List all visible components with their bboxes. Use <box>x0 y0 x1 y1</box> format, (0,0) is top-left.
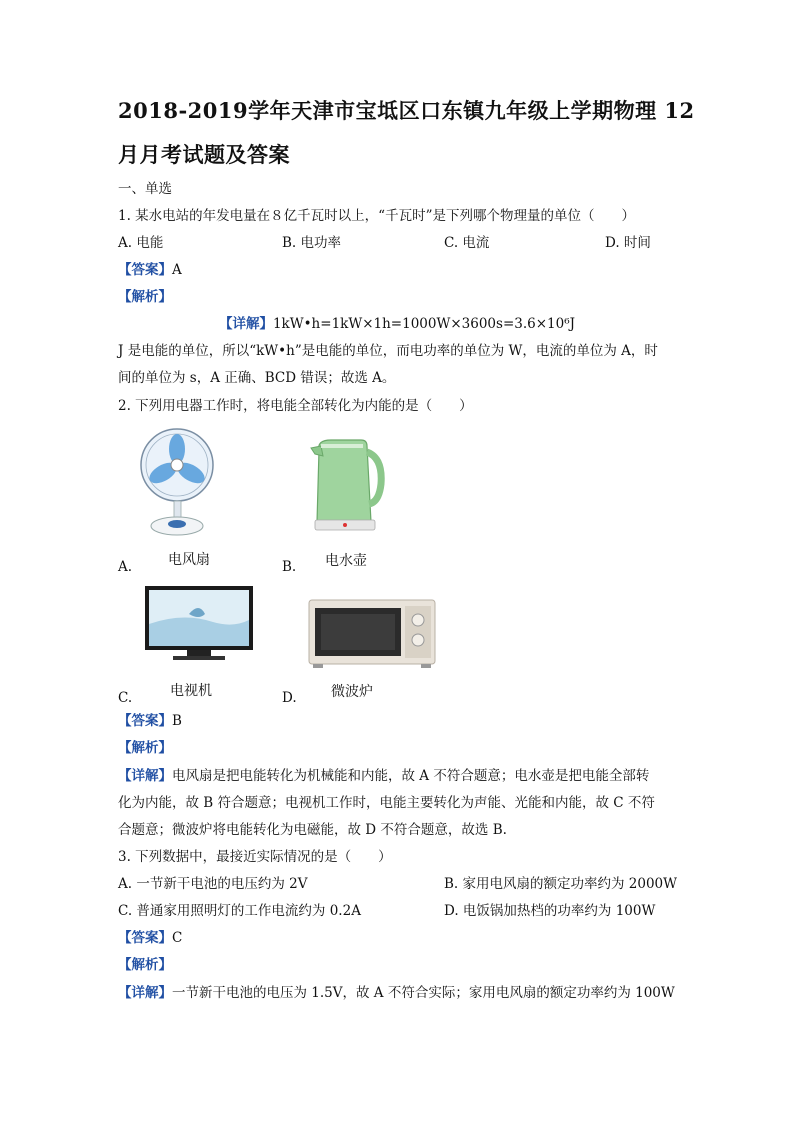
q3-option-c: C. 普通家用照明灯的工作电流约为 0.2A <box>118 903 361 919</box>
answer-value: B <box>172 713 182 729</box>
q3-option-d: D. 电饭锅加热档的功率约为 100W <box>444 903 656 919</box>
microwave-caption: 微波炉 <box>331 684 373 700</box>
q2-detail-line1 <box>118 768 649 784</box>
answer-label: 【答案】 <box>118 930 172 946</box>
television-image <box>143 584 255 664</box>
answer-label: 【答案】 <box>118 713 172 729</box>
q1-analysis-label: 【解析】 <box>118 289 172 305</box>
page-title-line1: 2018-2019学年天津市宝坻区口东镇九年级上学期物理 12 <box>118 98 695 123</box>
fan-caption: 电风扇 <box>168 552 210 568</box>
detail-text: 一节新干电池的电压为 1.5V，故 A 不符合实际；家用电风扇的额定功率约为 100W <box>172 985 675 1001</box>
q2-option-b-letter: B. <box>282 559 297 575</box>
q1-explain-line1: J 是电能的单位，所以“kW•h”是电能的单位，而电功率的单位为 W，电流的单位为 A，时 <box>118 343 658 359</box>
kettle-caption: 电水壶 <box>325 553 367 569</box>
answer-value: A <box>172 262 182 278</box>
q3-detail-line1 <box>118 985 675 1001</box>
answer-label: 【答案】 <box>118 262 172 278</box>
q3-answer <box>118 930 182 946</box>
q3-option-b: B. 家用电风扇的额定功率约为 2000W <box>444 876 678 892</box>
q1-option-c: C. 电流 <box>444 235 490 251</box>
microwave-image <box>307 598 437 670</box>
q1-option-d: D. 时间 <box>605 235 651 251</box>
electric-fan-image <box>135 425 220 540</box>
q1-explain-line2: 间的单位为 s，A 正确、BCD 错误；故选 A。 <box>118 370 396 386</box>
electric-kettle-image <box>305 432 385 537</box>
q3-stem: 3. 下列数据中，最接近实际情况的是（ ） <box>118 849 392 865</box>
detail-formula: 1kW•h=1kW×1h=1000W×3600s=3.6×10⁶J <box>272 316 576 332</box>
q2-stem: 2. 下列用电器工作时，将电能全部转化为内能的是（ ） <box>118 398 473 414</box>
detail-text: 电风扇是把电能转化为机械能和内能，故 A 不符合题意；电水壶是把电能全部转 <box>172 768 650 784</box>
q1-detail <box>0 316 794 332</box>
q1-option-b: B. 电功率 <box>282 235 342 251</box>
detail-label: 【详解】 <box>118 985 172 1001</box>
q2-detail-line3: 合题意；微波炉将电能转化为电磁能，故 D 不符合题意，故选 B. <box>118 822 507 838</box>
page-title-line2: 月月考试题及答案 <box>118 142 290 167</box>
q2-option-c-letter: C. <box>118 690 133 706</box>
q1-option-a: A. 电能 <box>118 235 164 251</box>
q3-option-a: A. 一节新干电池的电压约为 2V <box>118 876 308 892</box>
q1-answer <box>118 262 182 278</box>
detail-label: 【详解】 <box>218 316 273 332</box>
q2-option-a-letter: A. <box>118 559 133 575</box>
section-heading: 一、单选 <box>118 181 172 197</box>
q2-detail-line2: 化为内能，故 B 符合题意；电视机工作时，电能主要转化为声能、光能和内能，故 C 不符 <box>118 795 655 811</box>
q2-answer <box>118 713 182 729</box>
q2-analysis-label: 【解析】 <box>118 740 172 756</box>
q1-stem: 1. 某水电站的年发电量在８亿千瓦时以上，“千瓦时”是下列哪个物理量的单位（ ） <box>118 208 635 224</box>
tv-caption: 电视机 <box>170 683 212 699</box>
q2-option-d-letter: D. <box>282 690 297 706</box>
detail-label: 【详解】 <box>118 768 172 784</box>
answer-value: C <box>172 930 183 946</box>
q3-analysis-label: 【解析】 <box>118 957 172 973</box>
